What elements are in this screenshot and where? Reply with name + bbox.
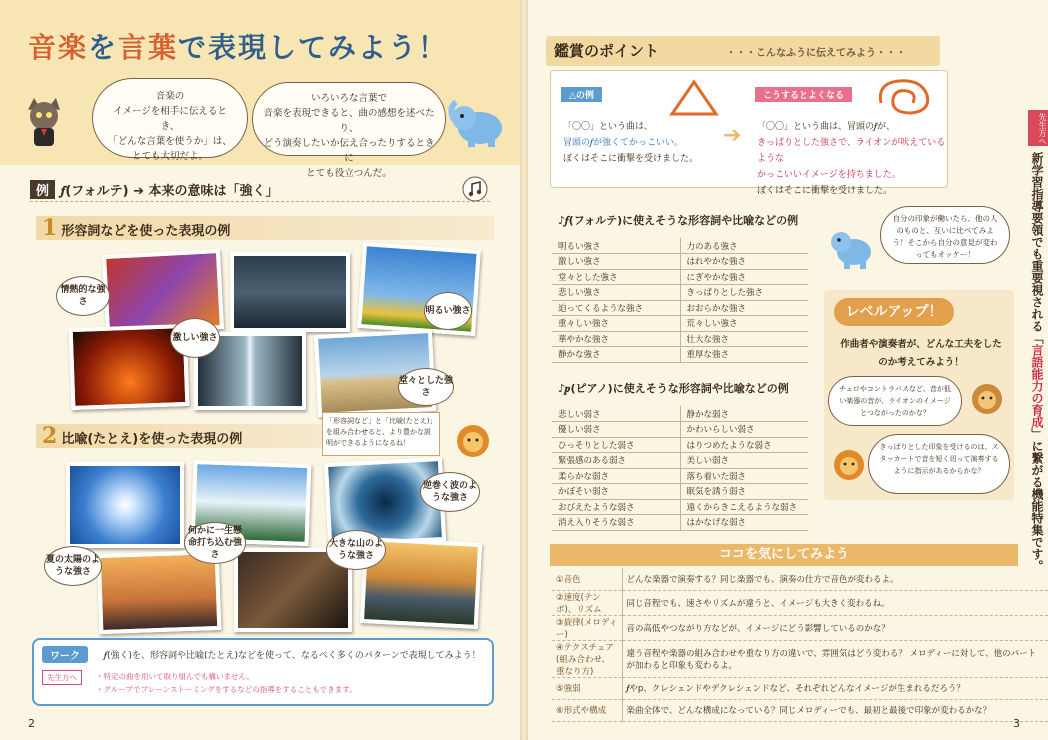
work-box [32, 638, 494, 706]
piano-row-cell: かぼそい弱さ [552, 484, 680, 500]
appreciation-heading: 鑑賞のポイント ・・・こんなふうに伝えてみよう・・・ [546, 36, 940, 66]
label-mountain: 大きな山のような強さ [326, 530, 386, 570]
good-example-text: 「〇〇」という曲は、冒頭の𝆑が、 きっぱりとした強さで、ライオンが吠えているような かっこいいイメージを持ちました。 ぼくはそこに衝撃を受けました。 [757, 122, 946, 196]
piano-row [552, 515, 808, 531]
checkpoint-row-cell: ②速度(テンポ)、リズム [552, 590, 622, 615]
forte-row-cell: にぎやかな強さ [680, 269, 808, 285]
piano-row [552, 499, 808, 515]
checkpoint-row-cell: 𝆑やp、クレシェンドやデクレシェンドなど、それぞれどんなイメージが生まれるだろう？ [622, 677, 1048, 699]
elephant-advice-bubble: 自分の印象が働いたら、他の人のものと、互いに比べてみよう！そこから自分の意見が変わってもオッケー！ [880, 206, 1010, 264]
forte-row [552, 269, 808, 285]
label-summer-sun: 夏の太陽のような強さ [44, 546, 102, 586]
checkpoint-row [552, 568, 1048, 590]
page-number-left: 2 [28, 717, 35, 730]
bad-example-text: 「〇〇」という曲は、 冒頭の𝆑が強くてかっこいい。 ぼくはそこに衝撃を受けました。 [563, 122, 699, 164]
elephant-icon-2 [828, 222, 874, 270]
section-1-heading: 1 形容詞などを使った表現の例 [36, 216, 494, 240]
piano-row-cell: 美しい弱さ [680, 453, 808, 469]
label-dignified: 堂々とした強さ [398, 368, 454, 406]
checkpoint-row [552, 640, 1048, 677]
forte-row-cell: 壮大な強さ [680, 331, 808, 347]
forte-row-cell: 荒々しい強さ [680, 316, 808, 332]
checkpoint-row-cell: ③旋律(メロディー) [552, 615, 622, 640]
elephant-speech-bubble: いろいろな言葉で 音楽を表現できると、曲の感想を述べたり、 どう演奏したいか伝え合ったりするときに とても役立つんだ。 [252, 82, 446, 156]
section-2-note: 「形容詞など」と「比喩(たとえ)」を組み合わせると、より豊かな説明ができるようになるね！ [322, 412, 440, 456]
piano-row-cell: はりつめたような弱さ [680, 437, 808, 453]
checkpoint-row-cell: どんな楽器で演奏する？同じ楽器でも、演奏の仕方で音色が変わるよ。 [622, 568, 1048, 590]
piano-row-cell: はかなげな弱さ [680, 515, 808, 531]
piano-row [552, 484, 808, 500]
label-whirlpool: 逆巻く波のような強さ [420, 472, 480, 512]
photo-stormy-sea [230, 252, 350, 332]
checkpoint-row [552, 615, 1048, 640]
page-title: 音楽を言葉で表現してみよう！ [28, 31, 449, 64]
forte-row [552, 347, 808, 363]
label-intense: 激しい強さ [170, 318, 220, 358]
forte-row-cell: 華やかな強さ [552, 331, 680, 347]
piano-row-cell: 優しい弱さ [552, 422, 680, 438]
piano-row [552, 422, 808, 438]
cat-speech-bubble: 音楽の イメージを相手に伝えるとき、 「どんな言葉を使うか」は、 とても大切だよ。 [92, 78, 248, 158]
forte-row-cell: 迫ってくるような強さ [552, 300, 680, 316]
checkpoint-row-cell: ⑤強弱 [552, 677, 622, 699]
teacher-notes: ・特定の曲を用いて取り組んでも構いません。 ・グループでブレーンストーミングをするなどの指導をすることもできます。 [96, 672, 357, 694]
forte-row-cell: 重厚な強さ [680, 347, 808, 363]
bad-example-chip: △の例 [561, 87, 602, 102]
forte-row [552, 238, 808, 254]
checkpoint-row [552, 699, 1048, 721]
forte-row-cell: 堂々とした強さ [552, 269, 680, 285]
forte-row-cell: おおらかな強さ [680, 300, 808, 316]
triangle-icon [669, 79, 719, 117]
forte-row-cell: 力のある強さ [680, 238, 808, 254]
levelup-box: レベルアップ！ 作曲者や演奏者が、どんな工夫をしたのか考えてみよう！ チェロやコントラバスなど、音が低い楽器の音が、ライオンのイメージとつながったのかな？ きっぱりとした印象を受けるのは、スタッカートで音を短く切って演奏するように指示があるからかな？ [824, 290, 1014, 500]
work-text: 𝆑(強く)を、形容詞や比喩(たとえ)などを使って、なるべく多くのパターンで表現してみよう！ [104, 651, 481, 661]
piano-row-cell: 遠くからきこえるような弱さ [680, 499, 808, 515]
lion-question-2: きっぱりとした印象を受けるのは、スタッカートで音を短く切って演奏するように指示があるからかな？ [868, 434, 1010, 494]
checkpoint-row [552, 590, 1048, 615]
right-page [528, 0, 1048, 740]
section-2-heading: 2 比喩(たとえ)を使った表現の例 [36, 424, 336, 448]
checkpoint-row-cell: 違う音程や楽器の組み合わせや重なり方の違いで、雰囲気はどう変わる？ メロディーに対して、他のパートが加わると印象も変わるよ。 [622, 640, 1048, 677]
lion-icon [456, 424, 490, 458]
teacher-label: 先生方へ [42, 670, 82, 685]
checkpoint-row-cell: 同じ音程でも、速さやリズムが違うと、イメージも大きく変わるね。 [622, 590, 1048, 615]
lion-icon-2 [832, 448, 866, 484]
page-number-right: 3 [1013, 717, 1020, 730]
checkpoint-row-cell: ④テクスチュア (組み合わせ、重なり方) [552, 640, 622, 677]
elephant-icon [448, 98, 506, 148]
forte-row [552, 316, 808, 332]
forte-row [552, 254, 808, 270]
side-vertical-text: 新学習指導要領でも重要視される「言語能力の育成」に繋がる機能特集です。 [1030, 152, 1044, 572]
piano-row-cell: ひっそりとした弱さ [552, 437, 680, 453]
photo-summer-sun [66, 462, 184, 548]
piano-row-cell: 眠気を誘う弱さ [680, 484, 808, 500]
arrow-icon: ➔ [723, 123, 742, 148]
checkpoints-table [552, 568, 1048, 722]
good-example-chip: こうするとよくなる [755, 87, 852, 102]
checkpoint-row [552, 677, 1048, 699]
lion-icon-1 [970, 382, 1004, 418]
work-label: ワーク [42, 646, 88, 663]
swirl-icon [871, 73, 941, 121]
forte-row-cell: 明るい強さ [552, 238, 680, 254]
piano-row [552, 437, 808, 453]
checkpoint-row-cell: ⑥形式や構成 [552, 699, 622, 721]
label-passionate: 情熱的な強さ [56, 276, 110, 316]
piano-row-cell: 消え入りそうな弱さ [552, 515, 680, 531]
forte-row [552, 285, 808, 301]
cat-conductor-icon [22, 96, 68, 150]
checkpoint-row-cell: ①音色 [552, 568, 622, 590]
forte-row-cell: 重々しい強さ [552, 316, 680, 332]
forte-row-cell: 悲しい強さ [552, 285, 680, 301]
piano-list-title: ♪𝆏(ピアノ)に使えそうな形容詞や比喩などの例 [558, 382, 789, 395]
music-note-icon [462, 176, 488, 202]
piano-row-cell: 落ち着いた弱さ [680, 468, 808, 484]
label-bright: 明るい強さ [424, 292, 472, 330]
checkpoints-heading: ココを気にしてみよう [550, 544, 1018, 566]
forte-row-cell: 激しい強さ [552, 254, 680, 270]
label-dedicated: 何かに一生懸命打ち込む強さ [184, 522, 246, 564]
left-page [0, 0, 520, 740]
forte-list-title: ♪𝆑(フォルテ)に使えそうな形容詞や比喩などの例 [558, 214, 799, 227]
lion-question-1: チェロやコントラバスなど、音が低い楽器の音が、ライオンのイメージとつながったのかな？ [828, 376, 962, 426]
checkpoint-row-cell: 楽曲全体で、どんな構成になっている？同じメロディーでも、最初と最後で印象が変わるかな？ [622, 699, 1048, 721]
piano-row [552, 453, 808, 469]
teacher-side-tab: 先生方へ [1028, 110, 1048, 146]
piano-row-cell: 悲しい弱さ [552, 406, 680, 422]
piano-row-cell: 柔らかな弱さ [552, 468, 680, 484]
piano-row-cell: かわいらしい弱さ [680, 422, 808, 438]
forte-row-cell: 静かな強さ [552, 347, 680, 363]
piano-row-cell: 静かな弱さ [680, 406, 808, 422]
appreciation-panel [550, 70, 948, 196]
piano-row [552, 406, 808, 422]
piano-row-cell: おびえたような弱さ [552, 499, 680, 515]
forte-row-cell: きっぱりとした強さ [680, 285, 808, 301]
forte-row [552, 331, 808, 347]
forte-table [552, 238, 808, 363]
checkpoint-row-cell: 音の高低やつながり方などが、イメージにどう影響しているのかな？ [622, 615, 1048, 640]
forte-row [552, 300, 808, 316]
piano-table [552, 406, 808, 531]
gutter [520, 0, 528, 740]
piano-row-cell: 緊張感のある弱さ [552, 453, 680, 469]
example-heading: 例 𝆑(フォルテ) ➔ 本来の意味は「強く」 [30, 180, 490, 202]
piano-row [552, 468, 808, 484]
forte-row-cell: はれやかな強さ [680, 254, 808, 270]
